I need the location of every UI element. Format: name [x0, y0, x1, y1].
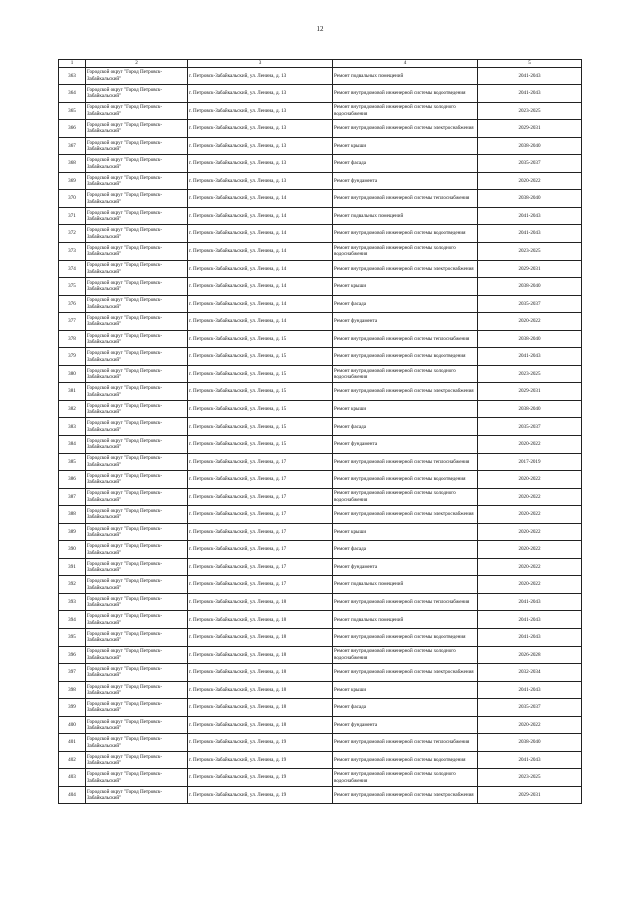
municipality-cell: Городской округ "Город Петровск-Забайкальский" [86, 593, 188, 611]
period-cell: 2041-2043 [478, 225, 582, 243]
table-row [59, 576, 582, 594]
work-type-cell: Ремонт внутридомовой инженерной системы электроснабжения [333, 664, 478, 682]
column-header: 3 [188, 60, 333, 68]
period-cell: 2032-2034 [478, 664, 582, 682]
municipality-cell: Городской округ "Город Петровск-Забайкальский" [86, 506, 188, 524]
address-cell: г. Петровск-Забайкальский, ул. Ленина, д. 15 [188, 348, 333, 366]
work-type-cell: Ремонт внутридомовой инженерной системы водоотведения [333, 471, 478, 489]
row-number-cell: 370 [59, 190, 86, 208]
row-number-cell: 398 [59, 681, 86, 699]
work-type-cell: Ремонт подвальных помещений [333, 611, 478, 629]
address-cell: г. Петровск-Забайкальский, ул. Ленина, д. 13 [188, 120, 333, 138]
row-number-cell: 388 [59, 506, 86, 524]
period-cell: 2020-2022 [478, 576, 582, 594]
address-cell: г. Петровск-Забайкальский, ул. Ленина, д. 14 [188, 242, 333, 260]
table-row [59, 453, 582, 471]
address-cell: г. Петровск-Забайкальский, ул. Ленина, д. 13 [188, 102, 333, 120]
municipality-cell: Городской округ "Город Петровск-Забайкальский" [86, 769, 188, 787]
work-type-cell: Ремонт внутридомовой инженерной системы холодного водоснабжения [333, 365, 478, 383]
row-number-cell: 367 [59, 137, 86, 155]
row-number-cell: 379 [59, 348, 86, 366]
work-type-cell: Ремонт внутридомовой инженерной системы холодного водоснабжения [333, 646, 478, 664]
period-cell: 2038-2040 [478, 190, 582, 208]
work-type-cell: Ремонт крыши [333, 278, 478, 296]
table-row [59, 172, 582, 190]
municipality-cell: Городской округ "Город Петровск-Забайкальский" [86, 453, 188, 471]
address-cell: г. Петровск-Забайкальский, ул. Ленина, д. 15 [188, 330, 333, 348]
period-cell: 2038-2040 [478, 137, 582, 155]
municipality-cell: Городской округ "Город Петровск-Забайкальский" [86, 278, 188, 296]
row-number-cell: 387 [59, 488, 86, 506]
table-row [59, 523, 582, 541]
row-number-cell: 372 [59, 225, 86, 243]
address-cell: г. Петровск-Забайкальский, ул. Ленина, д. 18 [188, 716, 333, 734]
row-number-cell: 394 [59, 611, 86, 629]
period-cell: 2020-2022 [478, 558, 582, 576]
municipality-cell: Городской округ "Город Петровск-Забайкальский" [86, 646, 188, 664]
table-row [59, 786, 582, 804]
row-number-cell: 402 [59, 751, 86, 769]
address-cell: г. Петровск-Забайкальский, ул. Ленина, д. 18 [188, 646, 333, 664]
period-cell: 2041-2043 [478, 593, 582, 611]
work-type-cell: Ремонт внутридомовой инженерной системы водоотведения [333, 751, 478, 769]
row-number-cell: 386 [59, 471, 86, 489]
table-row [59, 506, 582, 524]
row-number-cell: 373 [59, 242, 86, 260]
column-header: 1 [59, 60, 86, 68]
row-number-cell: 397 [59, 664, 86, 682]
work-type-cell: Ремонт фасада [333, 541, 478, 559]
table-row [59, 348, 582, 366]
row-number-cell: 391 [59, 558, 86, 576]
period-cell: 2041-2043 [478, 85, 582, 103]
capital-repair-table [58, 59, 582, 804]
address-cell: г. Петровск-Забайкальский, ул. Ленина, д. 19 [188, 751, 333, 769]
period-cell: 2020-2022 [478, 471, 582, 489]
period-cell: 2035-2037 [478, 418, 582, 436]
column-header: 2 [86, 60, 188, 68]
municipality-cell: Городской округ "Город Петровск-Забайкальский" [86, 365, 188, 383]
table-row [59, 85, 582, 103]
address-cell: г. Петровск-Забайкальский, ул. Ленина, д. 17 [188, 576, 333, 594]
table-row [59, 646, 582, 664]
address-cell: г. Петровск-Забайкальский, ул. Ленина, д. 13 [188, 67, 333, 85]
row-number-cell: 364 [59, 85, 86, 103]
period-cell: 2029-2031 [478, 260, 582, 278]
work-type-cell: Ремонт фасада [333, 699, 478, 717]
period-cell: 2035-2037 [478, 155, 582, 173]
row-number-cell: 399 [59, 699, 86, 717]
municipality-cell: Городской округ "Город Петровск-Забайкальский" [86, 313, 188, 331]
work-type-cell: Ремонт внутридомовой инженерной системы электроснабжения [333, 786, 478, 804]
municipality-cell: Городской округ "Город Петровск-Забайкальский" [86, 734, 188, 752]
work-type-cell: Ремонт внутридомовой инженерной системы электроснабжения [333, 383, 478, 401]
work-type-cell: Ремонт крыши [333, 400, 478, 418]
work-type-cell: Ремонт внутридомовой инженерной системы теплоснабжения [333, 734, 478, 752]
table-row [59, 681, 582, 699]
municipality-cell: Городской округ "Город Петровск-Забайкальский" [86, 225, 188, 243]
column-header: 5 [478, 60, 582, 68]
work-type-cell: Ремонт внутридомовой инженерной системы холодного водоснабжения [333, 769, 478, 787]
period-cell: 2020-2022 [478, 541, 582, 559]
period-cell: 2038-2040 [478, 330, 582, 348]
address-cell: г. Петровск-Забайкальский, ул. Ленина, д. 18 [188, 611, 333, 629]
work-type-cell: Ремонт внутридомовой инженерной системы электроснабжения [333, 120, 478, 138]
period-cell: 2020-2022 [478, 506, 582, 524]
work-type-cell: Ремонт внутридомовой инженерной системы водоотведения [333, 225, 478, 243]
table-row [59, 207, 582, 225]
table-row [59, 190, 582, 208]
address-cell: г. Петровск-Забайкальский, ул. Ленина, д. 17 [188, 506, 333, 524]
period-cell: 2035-2037 [478, 295, 582, 313]
address-cell: г. Петровск-Забайкальский, ул. Ленина, д. 14 [188, 278, 333, 296]
work-type-cell: Ремонт внутридомовой инженерной системы теплоснабжения [333, 593, 478, 611]
table-row [59, 611, 582, 629]
municipality-cell: Городской округ "Город Петровск-Забайкальский" [86, 699, 188, 717]
work-type-cell: Ремонт внутридомовой инженерной системы холодного водоснабжения [333, 242, 478, 260]
row-number-cell: 366 [59, 120, 86, 138]
row-number-cell: 383 [59, 418, 86, 436]
municipality-cell: Городской округ "Город Петровск-Забайкальский" [86, 786, 188, 804]
table-row [59, 102, 582, 120]
work-type-cell: Ремонт подвальных помещений [333, 207, 478, 225]
row-number-cell: 376 [59, 295, 86, 313]
work-type-cell: Ремонт подвальных помещений [333, 67, 478, 85]
address-cell: г. Петровск-Забайкальский, ул. Ленина, д. 17 [188, 488, 333, 506]
address-cell: г. Петровск-Забайкальский, ул. Ленина, д. 14 [188, 295, 333, 313]
address-cell: г. Петровск-Забайкальский, ул. Ленина, д. 15 [188, 400, 333, 418]
table-row [59, 155, 582, 173]
period-cell: 2020-2022 [478, 435, 582, 453]
work-type-cell: Ремонт внутридомовой инженерной системы электроснабжения [333, 260, 478, 278]
work-type-cell: Ремонт крыши [333, 681, 478, 699]
period-cell: 2041-2043 [478, 611, 582, 629]
municipality-cell: Городской округ "Город Петровск-Забайкальский" [86, 383, 188, 401]
municipality-cell: Городской округ "Город Петровск-Забайкальский" [86, 716, 188, 734]
address-cell: г. Петровск-Забайкальский, ул. Ленина, д. 15 [188, 418, 333, 436]
municipality-cell: Городской округ "Город Петровск-Забайкальский" [86, 85, 188, 103]
address-cell: г. Петровск-Забайкальский, ул. Ленина, д. 14 [188, 260, 333, 278]
work-type-cell: Ремонт внутридомовой инженерной системы электроснабжения [333, 506, 478, 524]
period-cell: 2020-2022 [478, 313, 582, 331]
table-row [59, 734, 582, 752]
work-type-cell: Ремонт крыши [333, 523, 478, 541]
row-number-cell: 393 [59, 593, 86, 611]
work-type-cell: Ремонт внутридомовой инженерной системы теплоснабжения [333, 190, 478, 208]
table-row [59, 418, 582, 436]
table-row [59, 225, 582, 243]
address-cell: г. Петровск-Забайкальский, ул. Ленина, д. 14 [188, 190, 333, 208]
table-row [59, 330, 582, 348]
row-number-cell: 369 [59, 172, 86, 190]
row-number-cell: 374 [59, 260, 86, 278]
row-number-cell: 385 [59, 453, 86, 471]
municipality-cell: Городской округ "Город Петровск-Забайкальский" [86, 120, 188, 138]
municipality-cell: Городской округ "Город Петровск-Забайкальский" [86, 137, 188, 155]
row-number-cell: 365 [59, 102, 86, 120]
table-row [59, 278, 582, 296]
work-type-cell: Ремонт фасада [333, 155, 478, 173]
work-type-cell: Ремонт подвальных помещений [333, 576, 478, 594]
address-cell: г. Петровск-Забайкальский, ул. Ленина, д. 18 [188, 664, 333, 682]
row-number-cell: 390 [59, 541, 86, 559]
address-cell: г. Петровск-Забайкальский, ул. Ленина, д. 15 [188, 435, 333, 453]
table-row [59, 67, 582, 85]
municipality-cell: Городской округ "Город Петровск-Забайкальский" [86, 330, 188, 348]
address-cell: г. Петровск-Забайкальский, ул. Ленина, д. 18 [188, 593, 333, 611]
municipality-cell: Городской округ "Город Петровск-Забайкальский" [86, 190, 188, 208]
work-type-cell: Ремонт фундамента [333, 172, 478, 190]
work-type-cell: Ремонт фундамента [333, 435, 478, 453]
table-row [59, 365, 582, 383]
table-row [59, 769, 582, 787]
period-cell: 2020-2022 [478, 172, 582, 190]
municipality-cell: Городской округ "Город Петровск-Забайкальский" [86, 242, 188, 260]
address-cell: г. Петровск-Забайкальский, ул. Ленина, д. 15 [188, 365, 333, 383]
work-type-cell: Ремонт крыши [333, 137, 478, 155]
period-cell: 2023-2025 [478, 242, 582, 260]
municipality-cell: Городской округ "Город Петровск-Забайкальский" [86, 155, 188, 173]
period-cell: 2023-2025 [478, 365, 582, 383]
table-body [59, 67, 582, 804]
period-cell: 2041-2043 [478, 751, 582, 769]
table-row [59, 295, 582, 313]
municipality-cell: Городской округ "Город Петровск-Забайкальский" [86, 471, 188, 489]
table-row [59, 242, 582, 260]
address-cell: г. Петровск-Забайкальский, ул. Ленина, д. 19 [188, 769, 333, 787]
municipality-cell: Городской округ "Город Петровск-Забайкальский" [86, 67, 188, 85]
period-cell: 2035-2037 [478, 699, 582, 717]
period-cell: 2041-2043 [478, 207, 582, 225]
row-number-cell: 363 [59, 67, 86, 85]
row-number-cell: 396 [59, 646, 86, 664]
period-cell: 2038-2040 [478, 400, 582, 418]
municipality-cell: Городской округ "Город Петровск-Забайкальский" [86, 172, 188, 190]
period-cell: 2041-2043 [478, 629, 582, 647]
row-number-cell: 371 [59, 207, 86, 225]
table-row [59, 558, 582, 576]
address-cell: г. Петровск-Забайкальский, ул. Ленина, д. 13 [188, 155, 333, 173]
table-row [59, 488, 582, 506]
period-cell: 2041-2043 [478, 348, 582, 366]
work-type-cell: Ремонт внутридомовой инженерной системы холодного водоснабжения [333, 102, 478, 120]
row-number-cell: 368 [59, 155, 86, 173]
address-cell: г. Петровск-Забайкальский, ул. Ленина, д. 13 [188, 137, 333, 155]
row-number-cell: 404 [59, 786, 86, 804]
row-number-cell: 392 [59, 576, 86, 594]
address-cell: г. Петровск-Забайкальский, ул. Ленина, д. 17 [188, 471, 333, 489]
address-cell: г. Петровск-Забайкальский, ул. Ленина, д. 18 [188, 629, 333, 647]
table-row [59, 751, 582, 769]
address-cell: г. Петровск-Забайкальский, ул. Ленина, д. 13 [188, 85, 333, 103]
table-row [59, 471, 582, 489]
period-cell: 2029-2031 [478, 786, 582, 804]
row-number-cell: 382 [59, 400, 86, 418]
address-cell: г. Петровск-Забайкальский, ул. Ленина, д. 14 [188, 225, 333, 243]
municipality-cell: Городской округ "Город Петровск-Забайкальский" [86, 295, 188, 313]
period-cell: 2020-2022 [478, 523, 582, 541]
address-cell: г. Петровск-Забайкальский, ул. Ленина, д. 17 [188, 558, 333, 576]
work-type-cell: Ремонт фасада [333, 295, 478, 313]
row-number-cell: 403 [59, 769, 86, 787]
municipality-cell: Городской округ "Город Петровск-Забайкальский" [86, 751, 188, 769]
table-row [59, 699, 582, 717]
table-row [59, 716, 582, 734]
table-row [59, 260, 582, 278]
row-number-cell: 400 [59, 716, 86, 734]
municipality-cell: Городской округ "Город Петровск-Забайкальский" [86, 418, 188, 436]
period-cell: 2017-2019 [478, 453, 582, 471]
table-row [59, 383, 582, 401]
municipality-cell: Городской округ "Город Петровск-Забайкальский" [86, 558, 188, 576]
period-cell: 2029-2031 [478, 383, 582, 401]
municipality-cell: Городской округ "Город Петровск-Забайкальский" [86, 576, 188, 594]
municipality-cell: Городской округ "Город Петровск-Забайкальский" [86, 400, 188, 418]
row-number-cell: 375 [59, 278, 86, 296]
work-type-cell: Ремонт внутридомовой инженерной системы теплоснабжения [333, 453, 478, 471]
row-number-cell: 395 [59, 629, 86, 647]
table-row [59, 400, 582, 418]
address-cell: г. Петровск-Забайкальский, ул. Ленина, д. 19 [188, 786, 333, 804]
table-row [59, 629, 582, 647]
table-row [59, 313, 582, 331]
address-cell: г. Петровск-Забайкальский, ул. Ленина, д. 18 [188, 681, 333, 699]
period-cell: 2029-2031 [478, 120, 582, 138]
address-cell: г. Петровск-Забайкальский, ул. Ленина, д. 17 [188, 541, 333, 559]
address-cell: г. Петровск-Забайкальский, ул. Ленина, д. 15 [188, 383, 333, 401]
work-type-cell: Ремонт фундамента [333, 558, 478, 576]
row-number-cell: 377 [59, 313, 86, 331]
row-number-cell: 381 [59, 383, 86, 401]
period-cell: 2038-2040 [478, 734, 582, 752]
work-type-cell: Ремонт фасада [333, 418, 478, 436]
column-header: 4 [333, 60, 478, 68]
municipality-cell: Городской округ "Город Петровск-Забайкальский" [86, 681, 188, 699]
period-cell: 2020-2022 [478, 716, 582, 734]
municipality-cell: Городской округ "Город Петровск-Забайкальский" [86, 664, 188, 682]
work-type-cell: Ремонт внутридомовой инженерной системы водоотведения [333, 348, 478, 366]
period-cell: 2023-2025 [478, 769, 582, 787]
address-cell: г. Петровск-Забайкальский, ул. Ленина, д. 18 [188, 699, 333, 717]
address-cell: г. Петровск-Забайкальский, ул. Ленина, д. 14 [188, 207, 333, 225]
row-number-cell: 378 [59, 330, 86, 348]
work-type-cell: Ремонт внутридомовой инженерной системы теплоснабжения [333, 330, 478, 348]
municipality-cell: Городской округ "Город Петровск-Забайкальский" [86, 260, 188, 278]
work-type-cell: Ремонт внутридомовой инженерной системы водоотведения [333, 85, 478, 103]
address-cell: г. Петровск-Забайкальский, ул. Ленина, д. 14 [188, 313, 333, 331]
period-cell: 2041-2043 [478, 67, 582, 85]
row-number-cell: 380 [59, 365, 86, 383]
work-type-cell: Ремонт внутридомовой инженерной системы холодного водоснабжения [333, 488, 478, 506]
address-cell: г. Петровск-Забайкальский, ул. Ленина, д. 17 [188, 523, 333, 541]
period-cell: 2038-2040 [478, 278, 582, 296]
period-cell: 2023-2025 [478, 102, 582, 120]
work-type-cell: Ремонт фундамента [333, 716, 478, 734]
address-cell: г. Петровск-Забайкальский, ул. Ленина, д. 19 [188, 734, 333, 752]
address-cell: г. Петровск-Забайкальский, ул. Ленина, д. 17 [188, 453, 333, 471]
table-row [59, 120, 582, 138]
municipality-cell: Городской округ "Город Петровск-Забайкальский" [86, 541, 188, 559]
municipality-cell: Городской округ "Город Петровск-Забайкальский" [86, 629, 188, 647]
work-type-cell: Ремонт фундамента [333, 313, 478, 331]
table-row [59, 664, 582, 682]
municipality-cell: Городской округ "Город Петровск-Забайкальский" [86, 207, 188, 225]
row-number-cell: 401 [59, 734, 86, 752]
period-cell: 2020-2022 [478, 488, 582, 506]
municipality-cell: Городской округ "Город Петровск-Забайкальский" [86, 102, 188, 120]
municipality-cell: Городской округ "Город Петровск-Забайкальский" [86, 523, 188, 541]
period-cell: 2026-2028 [478, 646, 582, 664]
municipality-cell: Городской округ "Город Петровск-Забайкальский" [86, 488, 188, 506]
municipality-cell: Городской округ "Город Петровск-Забайкальский" [86, 611, 188, 629]
address-cell: г. Петровск-Забайкальский, ул. Ленина, д. 13 [188, 172, 333, 190]
page-number: 12 [316, 25, 324, 33]
table-row [59, 137, 582, 155]
work-type-cell: Ремонт внутридомовой инженерной системы водоотведения [333, 629, 478, 647]
table-row [59, 435, 582, 453]
municipality-cell: Городской округ "Город Петровск-Забайкальский" [86, 348, 188, 366]
table-row [59, 541, 582, 559]
period-cell: 2041-2043 [478, 681, 582, 699]
table-row [59, 593, 582, 611]
row-number-cell: 389 [59, 523, 86, 541]
column-number-row [59, 60, 582, 68]
municipality-cell: Городской округ "Город Петровск-Забайкальский" [86, 435, 188, 453]
row-number-cell: 384 [59, 435, 86, 453]
